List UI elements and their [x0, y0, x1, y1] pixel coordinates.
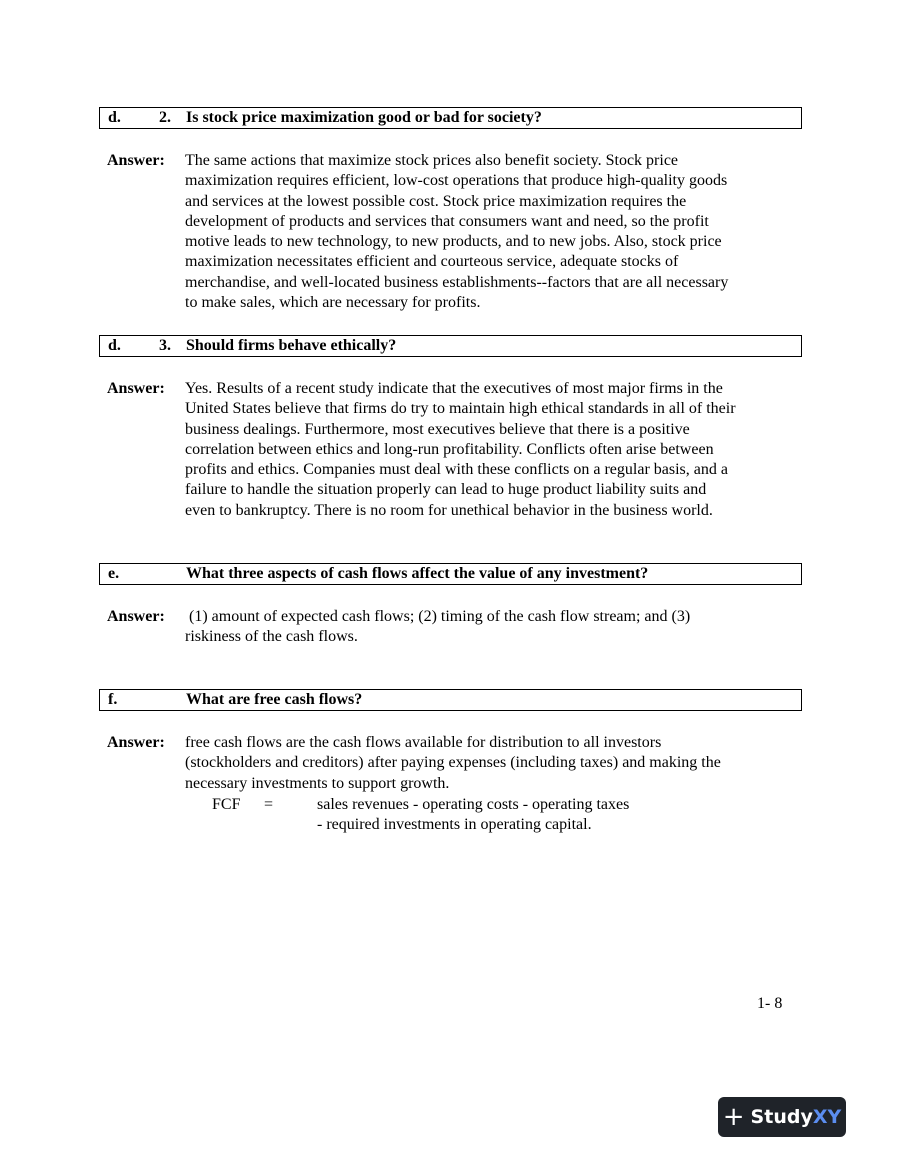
- answer-text: [185, 151, 805, 313]
- question-text: Is stock price maximization good or bad for society?: [186, 109, 542, 126]
- answer-line: maximization necessitates efficient and courteous service, adequate stocks of: [185, 253, 679, 271]
- answer-line: necessary investments to support growth.: [185, 774, 450, 792]
- question-text: Should firms behave ethically?: [186, 337, 397, 354]
- studyxy-logo: [718, 1097, 846, 1137]
- answer-line: (stockholders and creditors) after paying expenses (including taxes) and making the: [185, 754, 721, 772]
- formula-line-1: sales revenues - operating costs - operating taxes: [317, 796, 630, 813]
- answer-line: merchandise, and well-located business establishments--factors that are all necessary: [185, 273, 729, 291]
- answer-label: Answer:: [107, 380, 165, 397]
- answer-line: to make sales, which are necessary for profits.: [185, 294, 481, 312]
- answer-label: Answer:: [107, 734, 165, 751]
- answer-line: development of products and services that consumers want and need, so the profit: [185, 212, 709, 230]
- answer-text: [185, 733, 805, 794]
- question-letter: d.: [108, 109, 121, 126]
- answer-line: The same actions that maximize stock prices also benefit society. Stock price: [185, 152, 679, 169]
- logo-text-main: Study: [750, 1106, 813, 1128]
- answer-line: riskiness of the cash flows.: [185, 628, 358, 646]
- plus-icon: +: [722, 1102, 745, 1132]
- logo-text-accent: XY: [812, 1106, 842, 1128]
- question-letter: e.: [108, 565, 120, 582]
- question-header: [99, 107, 802, 129]
- page-number: 1- 8: [757, 995, 783, 1012]
- answer-line: United States believe that firms do try to maintain high ethical standards in all of their: [185, 400, 736, 418]
- answer-line: even to bankruptcy. There is no room for unethical behavior in the business world.: [185, 501, 713, 519]
- answer-line: motive leads to new technology, to new products, and to new jobs. Also, stock price: [185, 233, 722, 251]
- question-letter: d.: [108, 337, 121, 354]
- answer-line: Yes. Results of a recent study indicate that the executives of most major firms in the: [185, 380, 723, 397]
- answer-line: free cash flows are the cash flows available for distribution to all investors: [185, 734, 662, 751]
- question-text: What three aspects of cash flows affect the value of any investment?: [186, 565, 649, 582]
- answer-label: Answer:: [107, 608, 165, 625]
- answer-label: Answer:: [107, 152, 165, 169]
- answer-line: failure to handle the situation properly can lead to huge product liability suits and: [185, 481, 707, 499]
- question-number: 3.: [159, 337, 171, 354]
- question-letter: f.: [108, 691, 118, 708]
- answer-line: (1) amount of expected cash flows; (2) timing of the cash flow stream; and (3): [185, 608, 691, 625]
- formula-equals: =: [264, 796, 274, 813]
- question-header: [99, 335, 802, 357]
- answer-line: maximization requires efficient, low-cost operations that produce high-quality goods: [185, 172, 728, 190]
- answer-line: and services at the lowest possible cost. Stock price maximization requires the: [185, 192, 687, 210]
- question-text: What are free cash flows?: [186, 691, 363, 708]
- question-header: [99, 689, 802, 711]
- answer-line: profits and ethics. Companies must deal with these conflicts on a regular basis, and a: [185, 461, 728, 479]
- answer-text: [185, 379, 805, 521]
- formula-line-2: - required investments in operating capital.: [317, 816, 592, 833]
- answer-text: [185, 607, 805, 648]
- answer-line: correlation between ethics and long-run profitability. Conflicts often arise between: [185, 440, 714, 458]
- question-number: 2.: [159, 109, 171, 126]
- formula-lhs: FCF: [212, 796, 241, 813]
- answer-line: business dealings. Furthermore, most executives believe that there is a positive: [185, 420, 690, 438]
- question-header: [99, 563, 802, 585]
